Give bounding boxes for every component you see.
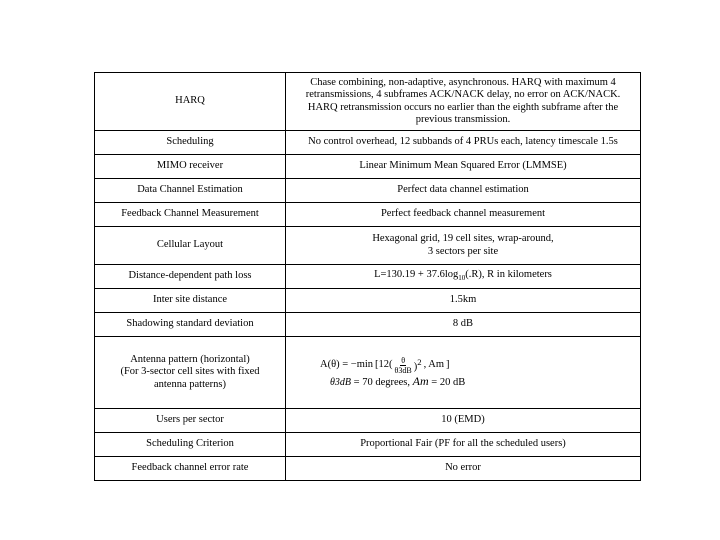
table-row [95,155,641,179]
equation-denominator: θ3dB [394,365,412,375]
value-cell [286,337,641,409]
beamwidth-value: = 70 degrees, [353,376,411,388]
table-row [95,409,641,433]
table-row [95,457,641,481]
table-row [95,179,641,203]
equation-power: 2 [417,357,422,368]
param-cell: HARQ [95,73,286,131]
theta-3db-label: θ3dB [330,376,352,388]
attenuation-value: = 20 dB [431,376,466,388]
value-cell: Perfect data channel estimation [286,179,641,203]
simulation-parameters-table [94,72,641,481]
param-cell: Cellular Layout [95,227,286,265]
log-base: 10 [458,273,466,282]
param-cell [95,337,286,409]
value-cell: Proportional Fair (PF for all the scheduled users) [286,433,641,457]
table-row [95,227,641,265]
table-row [95,265,641,289]
value-cell: No control overhead, 12 subbands of 4 PRUs each, latency timescale 1.5s [286,131,641,155]
value-cell: 10 (EMD) [286,409,641,433]
param-line: (For 3-sector cell sites with fixed [120,366,260,378]
am-label: Am [412,373,429,388]
table-row [95,73,641,131]
param-cell: Users per sector [95,409,286,433]
equation-am: , Am [423,359,445,370]
table-row [95,289,641,313]
value-cell: Perfect feedback channel measurement [286,203,641,227]
value-cell: Linear Minimum Mean Squared Error (LMMSE) [286,155,641,179]
param-cell: Feedback Channel Measurement [95,203,286,227]
value-cell: Chase combining, non-adaptive, asynchronous. HARQ with maximum 4 retransmissions, 4 subframes ACK/NACK delay, no error on ACK/NACK. HARQ retransmission occurs no earlier than the eighth subframe after the previous transmission. [286,73,641,131]
param-line: Antenna pattern (horizontal) [130,353,250,365]
value-line: Hexagonal grid, 19 cell sites, wrap-around, [372,233,554,244]
table-row [95,313,641,337]
value-cell: 1.5km [286,289,641,313]
param-cell: MIMO receiver [95,155,286,179]
param-cell: Scheduling Criterion [95,433,286,457]
param-cell: Shadowing standard deviation [95,313,286,337]
param-line: antenna patterns) [153,378,226,390]
param-cell: Data Channel Estimation [95,179,286,203]
param-cell: Scheduling [95,131,286,155]
table-row [95,337,641,409]
table-row [95,433,641,457]
table-row [95,131,641,155]
value-line: 3 sectors per site [427,245,499,257]
param-cell: Inter site distance [95,289,286,313]
value-cell: No error [286,457,641,481]
param-cell: Feedback channel error rate [95,457,286,481]
equation-numerator: θ [401,355,406,365]
table-row [95,203,641,227]
antenna-values [290,375,636,390]
path-loss-text-end: (.R), R in kilometers [465,268,552,280]
param-cell: Distance-dependent path loss [95,265,286,289]
equation-fraction [395,356,412,375]
value-cell: 8 dB [286,313,641,337]
value-cell [286,265,641,289]
antenna-pattern-equation: A(θ) = −min [12( $\frac{\theta}{\theta 3dB}$ )$^2$ , Am ] [320,355,450,375]
value-cell [286,227,641,265]
equation-lhs: A(θ) = −min [320,359,374,370]
path-loss-text: L=130.19 + 37.6log [374,268,459,280]
